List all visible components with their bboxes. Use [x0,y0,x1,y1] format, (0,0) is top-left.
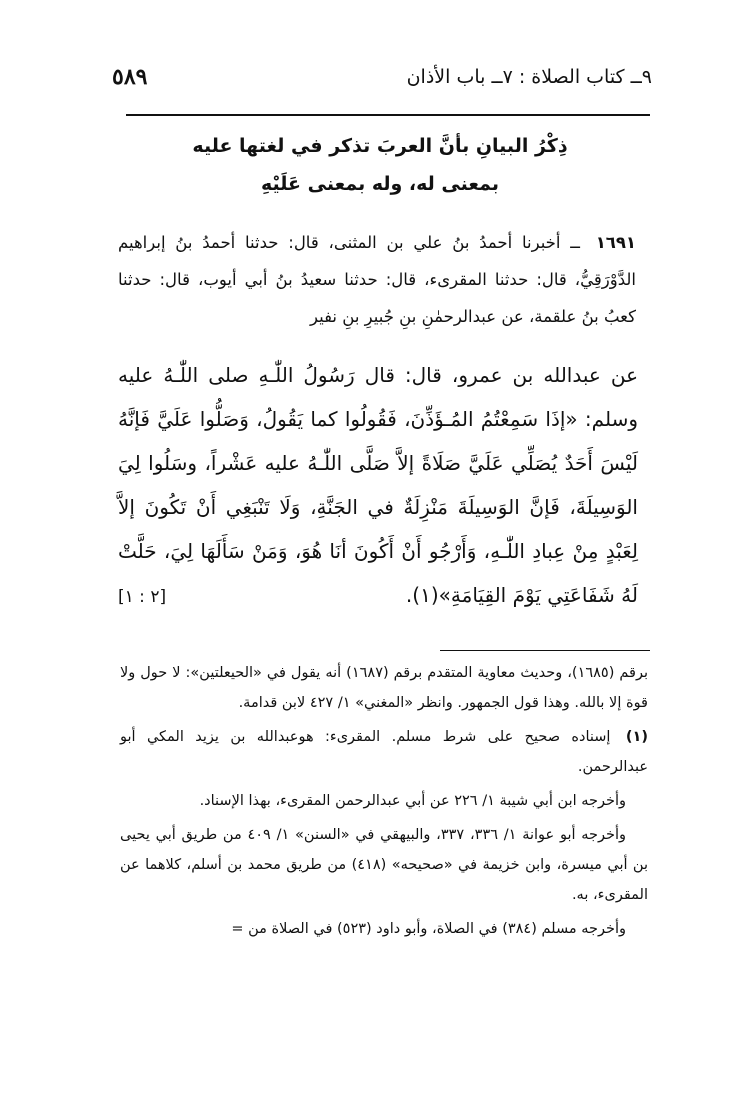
section-title [120,127,640,203]
section-title-line-1: ذِكْرُ البيانِ بأنَّ العربَ تذكر في لغتها عليه [192,135,568,157]
footnote-1-paragraph-2: وأخرجه ابن أبي شيبة ١/ ٢٢٦ عن أبي عبدالرحمن المقرىء، بهذا الإسناد. [199,793,626,809]
hadith-chain [118,224,636,335]
hadith-text [118,353,638,617]
footnote-1-label: (١) [625,729,649,745]
page-number: ٥٨٩ [112,64,148,90]
footnote-1-paragraph-3: وأخرجه أبو عوانة ١/ ٣٣٦، ٣٣٧، والبيهقي في «السنن» ١/ ٤٠٩ من طريق أبي يحيى بن أبي ميسرة، وابن خزيمة في «صحيحه» (٤١٨) من طريق محمد بن أسلم، كلاهما عن المقرىء، به. [120,827,649,903]
footnotes [120,658,648,948]
hadith-matn: عن عبدالله بن عمرو، قال: قال رَسُولُ اللّٰـهِ صلى اللّٰـهُ عليه وسلم: «إذَا سَمِعْتُمُ المُـؤَذِّنَ، فَقُولُوا كما يَقُولُ، وَصَلُّوا عَلَيَّ فَإنَّهُ لَيْسَ أَحَدٌ يُصَلِّي عَلَيَّ صَلَاةً إلاَّ صَلَّى اللّٰـهُ عليه عَشْراً، وسَلُوا لِيَ الوَسِيلَةَ، فَإنَّ الوَسِيلَةَ مَنْزِلَةٌ في الجَنَّةِ، وَلَا تَنْبَغِي أَنْ تَكُونَ إلاَّ لِعَبْدٍ مِنْ عِبادِ اللّٰـهِ، وَأَرْجُو أَنْ أَكُونَ أنَا هُوَ، وَمَنْ سَأَلَهَا لِيَ، حَلَّتْ لَهُ شَفَاعَتِي يَوْمَ القِيَامَةِ»(١). [118,363,638,607]
footnote-continuation: برقم (١٦٨٥)، وحديث معاوية المتقدم برقم (١٦٨٧) أنه يقول في «الحيعلتين»: لا حول ولا قوة إلا بالله. وهذا قول الجمهور. وانظر «المغني» ١/ ٤٢٧ لابن قدامة. [120,665,648,711]
hadith-number: ١٦٩١ [595,233,637,252]
page-header [112,66,652,96]
footnote-1-paragraph-4: وأخرجه مسلم (٣٨٤) في الصلاة، وأبو داود (٥٢٣) في الصلاة من = [231,921,626,937]
hadith-isnad: ــ أخبرنا أحمدُ بنُ علي بن المثنى، قال: حدثنا أحمدُ بنُ إبراهيم الدَّوْرَقِيُّ، قال: حدثنا المقرىء، قال: حدثنا سعيدُ بنُ أبي أيوب، قال: حدثنا كعبُ بنُ علقمة، عن عبدالرحمٰنِ بنِ جُبيرِ بنِ نفير [118,233,636,326]
footnote-1-text: إسناده صحيح على شرط مسلم. المقرىء: هوعبدالله بن يزيد المكي أبو عبدالرحمن. [120,729,648,775]
section-title-line-2: بمعنى له، وله بمعنى عَلَيْهِ [261,173,499,195]
header-divider [126,114,650,116]
footnote-divider [440,650,650,651]
source-reference: [٢ : ١] [118,587,167,607]
running-title: ٩ــ كتاب الصلاة : ٧ــ باب الأذان [406,66,652,88]
footnote-1 [120,722,648,782]
